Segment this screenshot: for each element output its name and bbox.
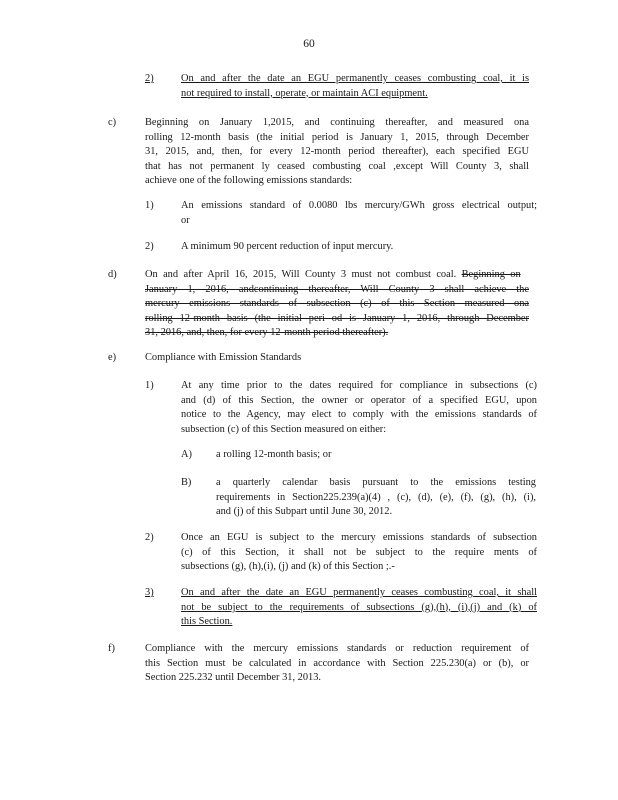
text-line <box>145 268 529 283</box>
text-line: and (d) of this Section, the owner or operator of a specified EGU, upon <box>181 394 537 406</box>
text-line: not be subject to the requirements of subsections (g),(h), (i),(j) and (k) of <box>181 601 537 613</box>
paragraph-b2 <box>181 72 529 101</box>
text-line: rolling 12-month basis (the initial period is January 1, 2015, through December <box>145 131 529 143</box>
item-label: 2) <box>145 532 154 543</box>
text-line: a rolling 12-month basis; or <box>216 449 332 460</box>
paragraph-e1a <box>216 448 536 463</box>
item-label: 2) <box>145 73 154 84</box>
paragraph-e2 <box>181 531 537 575</box>
text-line: requirements in Section225.239(a)(4) , (c), (d), (e), (f), (g), (h), (i), <box>216 491 536 503</box>
item-label: 1) <box>145 200 154 211</box>
text-line: Once an EGU is subject to the mercury emissions standards of subsection <box>181 532 537 543</box>
struck-line: January 1, 2016, andcontinuing thereafter, Will County 3 shall achieve the <box>145 283 529 295</box>
text-line: (c) of this Section, it shall not be subject to the require ments of <box>181 546 537 558</box>
text-line: this Section. <box>181 616 233 628</box>
text-line: or <box>181 214 190 226</box>
struck-line: rolling 12-month basis (the initial peri od is January 1, 2016, through December <box>145 312 529 324</box>
text-line: A minimum 90 percent reduction of input mercury. <box>181 241 394 252</box>
text-line: not required to install, operate, or maintain ACI equipment. <box>181 87 428 99</box>
struck-line: 31, 2016, and, then, for every 12-month period thereafter). <box>145 327 389 339</box>
text-line: and (j) of this Subpart until June 30, 2012. <box>216 506 393 518</box>
section-label-d: d) <box>108 269 117 280</box>
text-line: notice to the Agency, may elect to comply with the emissions standards of <box>181 409 537 421</box>
struck-text: Beginning on <box>461 269 521 280</box>
item-label: A) <box>181 449 192 460</box>
heading-e <box>145 351 529 366</box>
text-line: On and after the date an EGU permanently ceases combusting coal, it is <box>181 73 529 84</box>
text-line: that has not permanent ly ceased combusting coal ,except Will County 3, shall <box>145 160 529 172</box>
item-label: 3) <box>145 587 154 598</box>
paragraph-c2 <box>181 240 537 255</box>
item-label: B) <box>181 477 192 488</box>
text-line: 31, 2015, and, then, for every 12-month period thereafter), each specified EGU <box>145 146 529 158</box>
text-line: achieve one of the following emissions standards: <box>145 175 353 187</box>
paragraph-e1 <box>181 379 537 437</box>
text-line: a quarterly calendar basis pursuant to the emissions testing <box>216 477 536 488</box>
text-line: On and after the date an EGU permanently ceases combusting coal, it shall <box>181 587 537 598</box>
text-line: At any time prior to the dates required for compliance in subsections (c) <box>181 380 537 391</box>
text-line: subsection (c) of this Section measured on either: <box>181 423 387 435</box>
plain-text: On and after April 16, 2015, Will County 3 must not combust coal. <box>145 269 457 280</box>
text-line: this Section must be calculated in accordance with Section 225.230(a) or (b), or <box>145 657 529 669</box>
section-label-e: e) <box>108 352 117 363</box>
text-line: Compliance with Emission Standards <box>145 352 302 363</box>
struck-line: mercury emissions standards of subsection (c) of this Section measured ona <box>145 298 529 310</box>
paragraph-c <box>145 116 529 189</box>
text-line: Beginning on January 1,2015, and continuing thereafter, and measured ona <box>145 117 529 128</box>
paragraph-d <box>145 268 529 341</box>
paragraph-f <box>145 642 529 686</box>
item-label: 1) <box>145 380 154 391</box>
text-line: Compliance with the mercury emissions standards or reduction requirement of <box>145 643 529 654</box>
page-number: 60 <box>303 38 315 50</box>
section-label-f: f) <box>108 643 115 654</box>
item-label: 2) <box>145 241 154 252</box>
paragraph-e3 <box>181 586 537 630</box>
text-line: subsections (g), (h),(i), (j) and (k) of this Section ;.- <box>181 561 395 573</box>
text-line: Section 225.232 until December 31, 2013. <box>145 672 322 684</box>
paragraph-c1 <box>181 199 537 228</box>
section-label-c: c) <box>108 117 117 128</box>
text-line: An emissions standard of 0.0080 lbs mercury/GWh gross electrical output; <box>181 200 537 211</box>
paragraph-e1b <box>216 476 536 520</box>
